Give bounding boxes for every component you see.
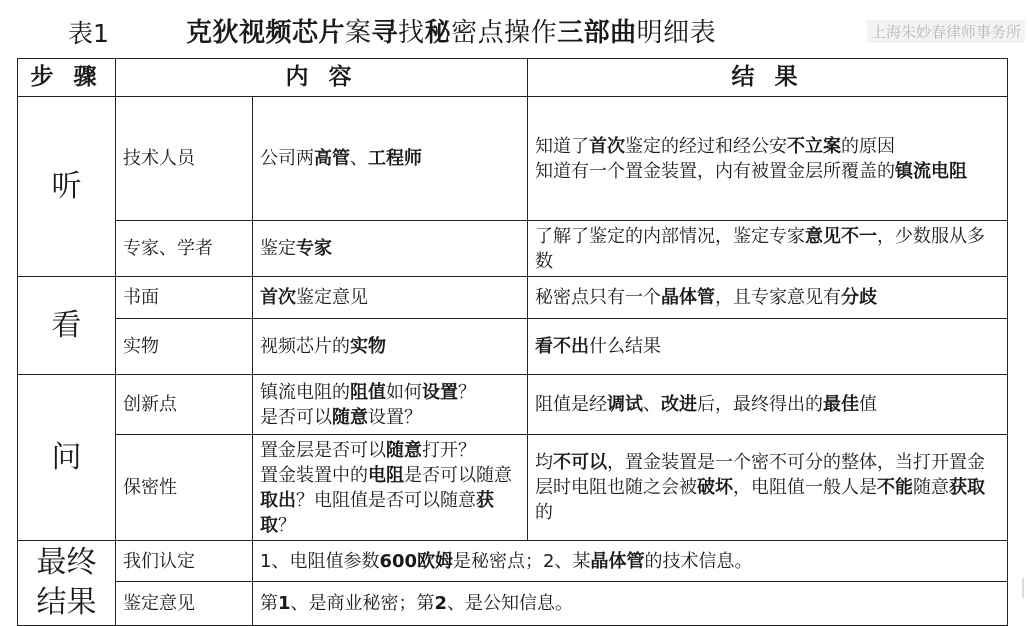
detail-table — [17, 58, 1008, 626]
watermark: 上海朱妙春律师事务所 — [867, 20, 1025, 43]
header-step: 步 骤 — [18, 59, 116, 97]
table-row — [18, 97, 1008, 221]
step-final-text: 最终结果 — [36, 545, 97, 620]
item-result: 均不可以，置金装置是一个密不可分的整体，当打开置金层时电阻也随之会被破坏，电阻值一般人是不能随意获取的 — [528, 435, 1008, 541]
step-cell: 听 — [18, 97, 116, 277]
table-row — [18, 375, 1008, 435]
item-label: 鉴定意见 — [116, 582, 253, 626]
item-result: 秘密点只有一个晶体管，且专家意见有分歧 — [528, 277, 1008, 319]
item-result: 知道了首次鉴定的经过和经公安不立案的原因 知道有一个置金装置，内有被置金层所覆盖的镇流电阻 — [528, 97, 1008, 221]
item-label: 书面 — [116, 277, 253, 319]
item-content: 镇流电阻的阻值如何设置？ 是否可以随意设置？ — [253, 375, 528, 435]
table-row — [18, 541, 1008, 582]
step-cell: 看 — [18, 277, 116, 375]
item-result: 了解了鉴定的内部情况，鉴定专家意见不一，少数服从多数 — [528, 221, 1008, 277]
edge-mark — [1022, 578, 1029, 598]
item-result: 阻值是经调试、改进后，最终得出的最佳值 — [528, 375, 1008, 435]
item-label: 实物 — [116, 319, 253, 375]
header-result: 结 果 — [528, 59, 1008, 97]
step-cell-final — [18, 541, 116, 626]
item-conclusion: 第1、是商业秘密；第2、是公知信息。 — [253, 582, 1008, 626]
page-title: 克狄视频芯片案寻找秘密点操作三部曲明细表 — [186, 18, 717, 48]
table-row — [18, 277, 1008, 319]
item-label: 保密性 — [116, 435, 253, 541]
table-number: 表1 — [68, 19, 109, 48]
item-label: 创新点 — [116, 375, 253, 435]
table-row — [18, 221, 1008, 277]
item-content: 公司两高管、工程师 — [253, 97, 528, 221]
item-content: 视频芯片的实物 — [253, 319, 528, 375]
header-row — [18, 59, 1008, 97]
title-row — [0, 0, 1029, 62]
item-conclusion: 1、电阻值参数600欧姆是秘密点；2、某晶体管的技术信息。 — [253, 541, 1008, 582]
table-row — [18, 582, 1008, 626]
table-row — [18, 319, 1008, 375]
item-result: 看不出什么结果 — [528, 319, 1008, 375]
item-content: 鉴定专家 — [253, 221, 528, 277]
header-content: 内 容 — [116, 59, 528, 97]
item-label: 我们认定 — [116, 541, 253, 582]
item-content: 置金层是否可以随意打开？ 置金装置中的电阻是否可以随意取出？电阻值是否可以随意获取？ — [253, 435, 528, 541]
item-label: 技术人员 — [116, 97, 253, 221]
table-row — [18, 435, 1008, 541]
item-content: 首次鉴定意见 — [253, 277, 528, 319]
step-cell: 问 — [18, 375, 116, 541]
item-label: 专家、学者 — [116, 221, 253, 277]
